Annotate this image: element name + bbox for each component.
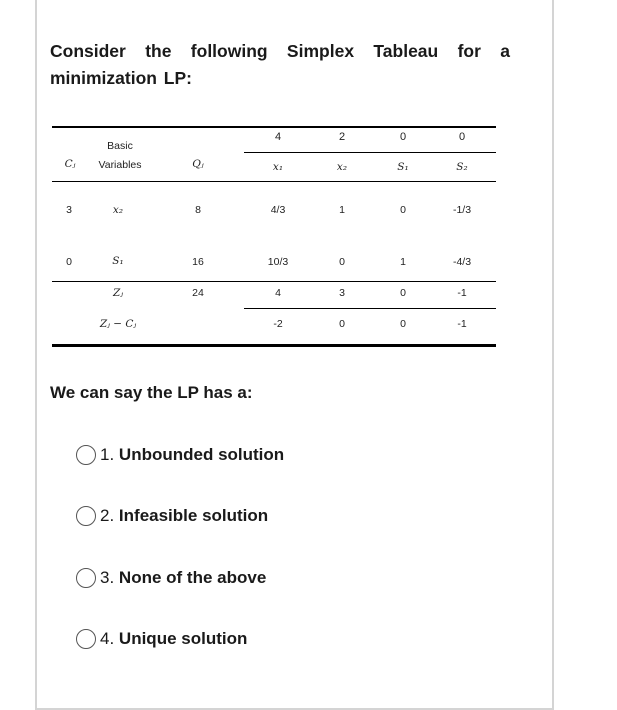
radio-icon[interactable]: [76, 568, 96, 588]
zj-q: 24: [192, 287, 204, 299]
row1-cj: 3: [66, 204, 72, 216]
question-text: Consider the following Simplex Tableau for a minimization LP:: [50, 41, 510, 88]
option-4[interactable]: [76, 626, 247, 652]
var-s2: S₂: [456, 161, 468, 173]
row2-s2: -4/3: [452, 256, 472, 268]
prompt-text: We can say the LP has a:: [50, 383, 253, 402]
cj-header: Cⱼ: [64, 158, 76, 170]
zj-x1: 4: [275, 287, 281, 299]
zj-rule: [244, 308, 496, 309]
radio-icon[interactable]: [76, 629, 96, 649]
radio-icon[interactable]: [76, 445, 96, 465]
qj-header: Qⱼ: [192, 158, 204, 170]
cost-row-rule: [244, 152, 496, 153]
variables-label: Variables: [98, 159, 142, 171]
radio-icon[interactable]: [76, 506, 96, 526]
zj-cj-s1: 0: [400, 318, 406, 330]
row1-basis: x₂: [112, 204, 124, 216]
row2-x1: 10/3: [267, 256, 289, 268]
cost-s2: 0: [458, 131, 466, 143]
question-card: [35, 0, 554, 710]
cost-x2: 2: [338, 131, 346, 143]
zj-cj-x2: 0: [339, 318, 345, 330]
option-label: 3. None of the above: [100, 568, 267, 587]
zj-s1: 0: [400, 287, 406, 299]
row1-x1: 4/3: [270, 204, 286, 216]
row2-cj: 0: [66, 256, 72, 268]
row1-q: 8: [195, 204, 201, 216]
var-x1: x₁: [272, 161, 284, 173]
row2-s1: 1: [400, 256, 406, 268]
option-3[interactable]: [76, 565, 266, 591]
zj-x2: 3: [339, 287, 345, 299]
row1-x2: 1: [339, 204, 345, 216]
var-x2: x₂: [336, 161, 348, 173]
row1-s1: 0: [400, 204, 406, 216]
zj-cj-label: Zⱼ − Cⱼ: [99, 318, 137, 330]
cost-s1: 0: [399, 131, 407, 143]
basic-label: Basic: [107, 140, 133, 152]
option-2[interactable]: [76, 503, 268, 529]
zj-cj-s2: -1: [457, 318, 467, 330]
zj-cj-x1: -2: [273, 318, 283, 330]
var-s1: S₁: [397, 161, 409, 173]
row1-s2: -1/3: [452, 204, 472, 216]
zj-label: Zⱼ: [112, 287, 124, 299]
row2-x2: 0: [339, 256, 345, 268]
header-bottom-rule: [52, 181, 496, 182]
table-top-rule: [52, 126, 496, 128]
option-1[interactable]: [76, 442, 284, 468]
body-bottom-rule: [52, 281, 496, 282]
option-label: 4. Unique solution: [100, 629, 248, 648]
table-bottom-rule: [52, 344, 496, 347]
row2-q: 16: [192, 256, 204, 268]
row2-basis: S₁: [112, 255, 124, 267]
option-label: 2. Infeasible solution: [100, 506, 269, 525]
option-label: 1. Unbounded solution: [100, 445, 285, 464]
zj-s2: -1: [457, 287, 467, 299]
cost-x1: 4: [274, 131, 282, 143]
